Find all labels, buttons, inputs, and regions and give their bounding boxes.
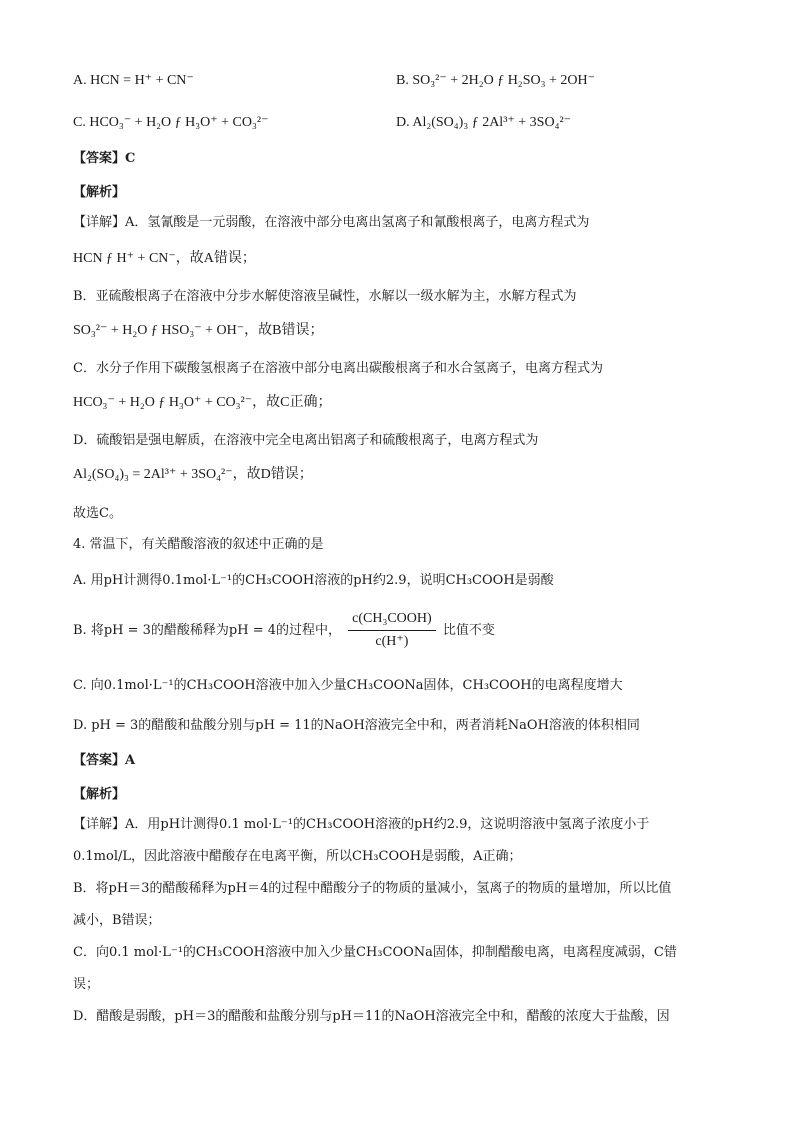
detail-4-line-7: D．醋酸是弱酸，pH＝3的醋酸和盐酸分别与pH＝11的NaOH溶液完全中和，醋酸的浓度大于盐酸，因 <box>73 1009 670 1024</box>
detail-prev-b-eq: SO₃²⁻ + H₂O ƒ HSO₃⁻ + OH⁻，故B错误； <box>73 323 324 338</box>
detail-prev-a-text: 【详解】A．氢氰酸是一元弱酸，在溶液中部分电离出氢离子和氰酸根离子，电离方程式为 <box>73 215 590 230</box>
option-b-prev: B. SO₃²⁻ + 2H₂O ƒ H₂SO₃ + 2OH⁻ <box>396 73 595 88</box>
fraction-denominator: c(H⁺) <box>375 634 409 649</box>
detail-prev-c-text: C．水分子作用下碳酸氢根离子在溶液中部分电离出碳酸根离子和水合氢离子，电离方程式为 <box>73 361 603 376</box>
detail-4-line-6: 误； <box>73 977 100 992</box>
question-4-option-c: C. 向0.1mol·L⁻¹的CH₃COOH溶液中加入少量CH₃COONa固体，CH₃COOH的电离程度增大 <box>73 678 623 693</box>
question-4-option-a: A. 用pH计测得0.1mol·L⁻¹的CH₃COOH溶液的pH约2.9，说明CH₃COOH是弱酸 <box>73 573 554 588</box>
detail-prev-a-eq: HCN ƒ H⁺ + CN⁻，故A错误； <box>73 251 256 266</box>
option-d-prev: D. Al₂(SO₄)₃ ƒ 2Al³⁺ + 3SO₄²⁻ <box>396 115 572 130</box>
detail-prev-conclusion: 故选C。 <box>73 506 122 521</box>
question-4-option-b <box>73 610 495 651</box>
fraction-numerator: c(CH₃COOH) <box>348 610 436 631</box>
option-b-prefix: B. 将pH = 3的醋酸稀释为pH = 4的过程中， <box>73 623 341 638</box>
analysis-prev: 【解析】 <box>73 185 126 200</box>
option-a-prev: A. HCN = H⁺ + CN⁻ <box>73 73 194 88</box>
detail-4-line-3: B．将pH＝3的醋酸稀释为pH＝4的过程中醋酸分子的物质的量减小，氢离子的物质的量增加，所以比值 <box>73 881 672 896</box>
detail-prev-d-eq: Al₂(SO₄)₃ = 2Al³⁺ + 3SO₄²⁻，故D错误； <box>73 467 313 482</box>
option-c-prev: C. HCO₃⁻ + H₂O ƒ H₃O⁺ + CO₃²⁻ <box>73 115 269 130</box>
question-4-option-d: D. pH = 3的醋酸和盐酸分别与pH = 11的NaOH溶液完全中和，两者消耗NaOH溶液的体积相同 <box>73 718 640 733</box>
detail-4-line-1: 【详解】A．用pH计测得0.1 mol·L⁻¹的CH₃COOH溶液的pH约2.9，这说明溶液中氢离子浓度小于 <box>73 817 650 832</box>
detail-prev-b-text: B．亚硫酸根离子在溶液中分步水解使溶液呈碱性，水解以一级水解为主，水解方程式为 <box>73 289 577 304</box>
option-b-suffix: 比值不变 <box>442 623 495 638</box>
question-4-stem: 4. 常温下，有关醋酸溶液的叙述中正确的是 <box>73 537 324 552</box>
answer-prev: 【答案】C <box>73 151 136 166</box>
detail-prev-c-eq: HCO₃⁻ + H₂O ƒ H₃O⁺ + CO₃²⁻，故C正确； <box>73 395 332 410</box>
ratio-fraction <box>348 610 436 651</box>
detail-4-line-2: 0.1mol/L，因此溶液中醋酸存在电离平衡，所以CH₃COOH是弱酸，A正确； <box>73 849 522 864</box>
detail-4-line-5: C．向0.1 mol·L⁻¹的CH₃COOH溶液中加入少量CH₃COONa固体，抑制醋酸电离，电离程度减弱，C错 <box>73 945 677 960</box>
detail-4-line-4: 减小，B错误； <box>73 913 161 928</box>
detail-prev-d-text: D．硫酸铝是强电解质，在溶液中完全电离出铝离子和硫酸根离子，电离方程式为 <box>73 433 539 448</box>
answer-4: 【答案】A <box>73 753 136 768</box>
analysis-4: 【解析】 <box>73 787 126 802</box>
